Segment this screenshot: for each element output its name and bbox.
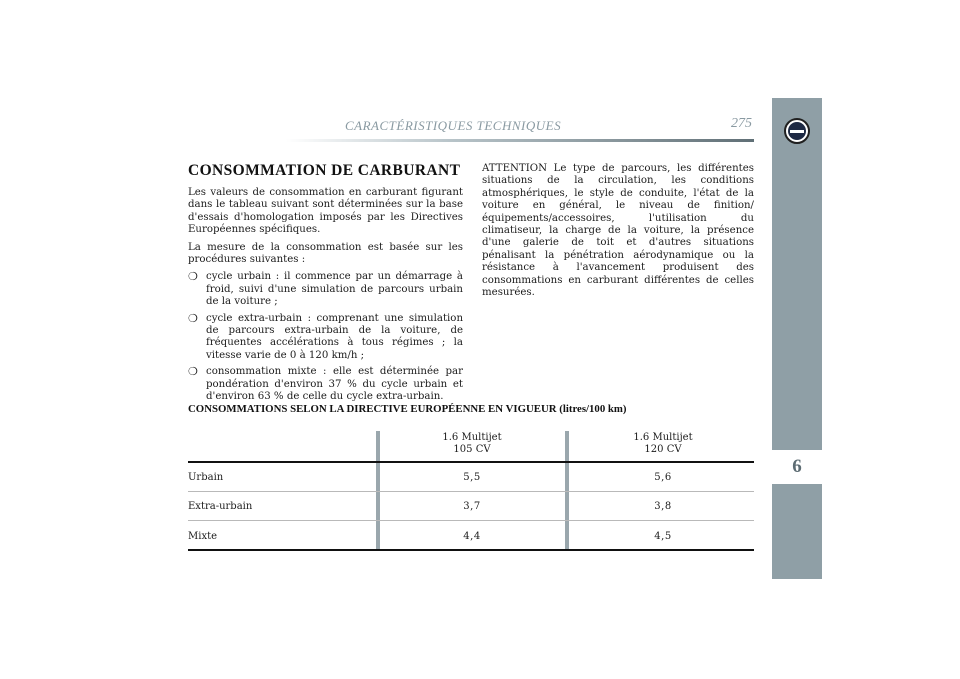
column-header: 1.6 Multijet 105 CV	[442, 432, 502, 455]
bullet-icon: ❍	[188, 365, 198, 379]
chapter-number: 6	[772, 450, 822, 484]
table-cell: 4,4	[463, 531, 481, 542]
section-title: CONSOMMATION DE CARBURANT	[188, 162, 461, 179]
list-item: ❍ consommation mixte : elle est déterminée par pondération d'environ 37 % du cycle urbain et d'environ 63 % de celle du cycle extra-urbain.	[188, 365, 463, 403]
table-cell: 3,8	[654, 501, 672, 512]
row-label-urbain: Urbain	[188, 472, 224, 483]
measure-paragraph: La mesure de la consommation est basée sur les procédures suivantes :	[188, 241, 463, 266]
table-cell: 5,5	[463, 472, 481, 483]
lancia-logo-icon	[784, 118, 810, 144]
column-header: 1.6 Multijet 120 CV	[633, 432, 693, 455]
row-label-extra-urbain: Extra-urbain	[188, 501, 253, 512]
header-rule	[286, 139, 754, 142]
row-divider	[188, 520, 754, 521]
table-title: CONSOMMATIONS SELON LA DIRECTIVE EUROPÉENNE EN VIGUEUR (litres/100 km)	[188, 403, 627, 415]
bullet-icon: ❍	[188, 311, 198, 325]
table-cell: 4,5	[654, 531, 672, 542]
header-divider	[188, 461, 754, 463]
table-cell: 5,6	[654, 472, 672, 483]
chapter-side-tab	[772, 98, 822, 579]
list-item: ❍ cycle extra-urbain : comprenant une simulation de parcours extra-urbain de la voiture, de fréquentes accélérations à tous régimes ; la vitesse varie de 0 à 120 km/h ;	[188, 311, 463, 361]
bullet-icon: ❍	[188, 270, 198, 284]
procedure-list	[188, 271, 463, 403]
attention-paragraph: ATTENTION Le type de parcours, les différentes situations de la circulation, les conditions atmosphériques, le style de conduite, l'état de la voiture en général, le niveau de finition/équipements/accessoires, l'utilisation du climatiseur, la charge de la voiture, la présence d'une galerie de toit et d'autres situations pénalisant la pénétration aérodynamique ou la résistance à l'avancement produisent des consommations en carburant différentes de celles mesurées.	[482, 163, 754, 299]
left-column	[188, 187, 463, 408]
table-bottom-rule	[188, 549, 754, 551]
row-label-mixte: Mixte	[188, 531, 218, 542]
header-title: CARACTÉRISTIQUES TECHNIQUES	[345, 118, 562, 133]
consumption-table	[188, 431, 754, 552]
list-item: ❍ cycle urbain : il commence par un démarrage à froid, suivi d'une simulation de parcours urbain de la voiture ;	[188, 270, 463, 308]
page-number: 275	[731, 116, 752, 131]
row-divider	[188, 491, 754, 492]
table-cell: 3,7	[463, 501, 481, 512]
intro-paragraph: Les valeurs de consommation en carburant figurant dans le tableau suivant sont déterminées sur la base d'essais d'homologation imposés par les Directives Européennes spécifiques.	[188, 187, 463, 236]
